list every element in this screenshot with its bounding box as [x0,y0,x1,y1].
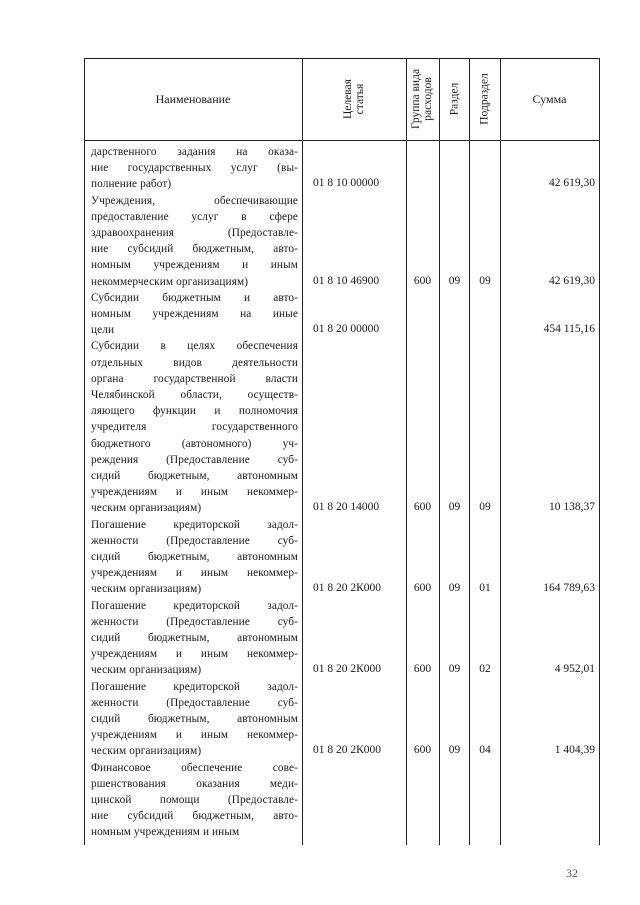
row-name-line: некоммерческим организациям) [91,275,249,288]
row-name-line: здравоохранения (Предоставле- [91,227,298,239]
row-section-cell: 09 [448,501,461,514]
column-divider [439,58,440,845]
row-name-line: ние субсидий бюджетным, авто- [91,810,298,823]
row-name-line: сидий бюджетным, автономным [91,470,298,483]
row-name-line: учредителя государственного [91,421,298,434]
row-name-line: дарственного задания на оказа- [91,146,298,158]
header-group-line2: расходов [422,77,435,121]
header-target-article-label [342,79,366,119]
row-subsection-cell: 01 [479,582,491,595]
row-code-cell: 01 8 10 00000 [313,177,380,190]
row-name-line: ние субсидий бюджетным, авто- [91,243,298,256]
header-group-line1: Группа вида [410,68,423,130]
column-divider [469,58,470,845]
row-name-line: ческим организациям) [91,745,202,758]
row-name-line: женности (Предоставление суб- [91,534,298,547]
row-subsection-cell: 04 [479,744,491,757]
table-border-left [84,58,85,845]
row-sum-cell: 4 952,01 [554,663,595,676]
row-name-line: сидий бюджетным, автономным [91,551,298,563]
header-name-label: Наименование [155,91,231,106]
header-expense-group [406,58,439,140]
row-name [91,760,298,841]
header-sum [500,58,599,140]
row-name [91,517,298,598]
row-code-cell: 01 8 20 00000 [313,323,380,336]
row-name [91,193,298,290]
row-section-cell: 09 [448,744,461,757]
row-code-cell: 01 8 20 2К000 [313,744,382,757]
row-name [91,290,298,339]
column-divider [500,58,501,845]
row-code-cell: 01 8 20 2К000 [313,582,382,595]
row-sum-cell: 454 115,16 [543,323,595,336]
row-sum-cell: 1 404,39 [554,744,595,757]
row-name-line: цинской помощи (Предоставле- [91,794,298,806]
row-section-cell: 09 [448,582,461,595]
row-name-line: Субсидии в целях обеспечения [91,340,298,353]
row-code-cell: 01 8 20 14000 [313,501,380,514]
header-expense-group-label [411,69,435,129]
row-group-cell: 600 [413,582,432,595]
row-name [91,338,298,516]
row-name-line: ляющего функции и полномочия [91,405,298,418]
row-name-line: учреждениям и иным некоммер- [91,567,298,580]
row-name-line: цели [91,324,115,337]
row-group-cell: 600 [413,744,432,757]
row-section-cell: 09 [448,663,461,676]
row-sum-cell: 42 619,30 [549,177,595,190]
row-name-line: ние государственных услуг (вы- [91,162,298,175]
header-section-label: Раздел [448,82,460,116]
row-name [91,679,298,760]
column-divider [406,58,407,845]
header-target-line2: статья [354,83,366,115]
row-group-cell: 600 [413,274,432,287]
row-name-line: сидий бюджетным, автономным [91,632,298,644]
row-code-cell: 01 8 20 2К000 [313,663,382,676]
row-group-cell: 600 [413,663,432,676]
row-subsection-cell: 02 [479,663,491,676]
row-name-line: учреждениям и иным некоммер- [91,729,298,742]
row-name-line: номным учреждениям на иные [91,308,298,320]
row-code-cell: 01 8 10 46900 [313,274,380,287]
header-target-article [302,58,406,140]
row-sum-cell: 10 138,37 [549,501,595,514]
row-name-line: учреждениям и иным некоммер- [91,648,298,661]
row-name-line: ческим организациям) [91,664,202,677]
row-group-cell: 600 [413,501,432,514]
row-subsection-cell: 09 [479,501,491,514]
row-name-line: ческим организациям) [91,502,202,515]
row-subsection-cell: 09 [479,274,491,287]
row-name-line: ческим организациям) [91,583,202,596]
row-name [91,598,298,679]
row-name-line: женности (Предоставление суб- [91,615,298,628]
header-section [439,58,469,140]
row-name-line: сидий бюджетным, автономным [91,713,298,725]
row-sum-cell: 164 789,63 [543,582,595,595]
row-name-line: предоставление услуг в сфере [91,210,298,223]
row-name-line: отдельных видов деятельности [91,356,298,369]
row-name-line: номным учреждениям и иным [91,826,240,839]
header-name [84,58,302,140]
row-sum-cell: 42 619,30 [549,274,595,287]
row-name-line: ршенствования оказания меди- [91,777,298,790]
row-name-line: Учреждения, обеспечивающие [91,194,298,207]
row-name-line: Погашение кредиторской задол- [91,680,298,693]
header-sum-label: Сумма [532,91,567,106]
row-name-line: полнение работ) [91,178,172,191]
row-name-line: Финансовое обеспечение сове- [91,761,298,774]
row-name-line: органа государственной власти [91,372,298,385]
header-subsection-label: Подраздел [478,73,491,125]
row-name-line: бюджетного (автономного) уч- [91,437,298,450]
row-section-cell: 09 [448,274,461,287]
column-divider [302,58,303,845]
row-name-line: женности (Предоставление суб- [91,696,298,709]
row-name [91,144,298,193]
row-name-line: реждения (Предоставление суб- [91,453,298,466]
row-name-line: Погашение кредиторской задол- [91,518,298,531]
header-divider [84,140,600,141]
table-border-right [599,58,600,845]
header-target-line1: Целевая [342,79,354,119]
row-name-line: учреждениям и иным некоммер- [91,486,298,499]
row-name-line: Субсидии бюджетным и авто- [91,291,298,304]
header-subsection [469,58,500,140]
row-name-line: номным учреждениям и иным [91,259,298,272]
row-name-line: Погашение кредиторской задол- [91,599,298,612]
page-number: 32 [566,866,578,880]
row-name-line: Челябинской области, осуществ- [91,389,298,401]
